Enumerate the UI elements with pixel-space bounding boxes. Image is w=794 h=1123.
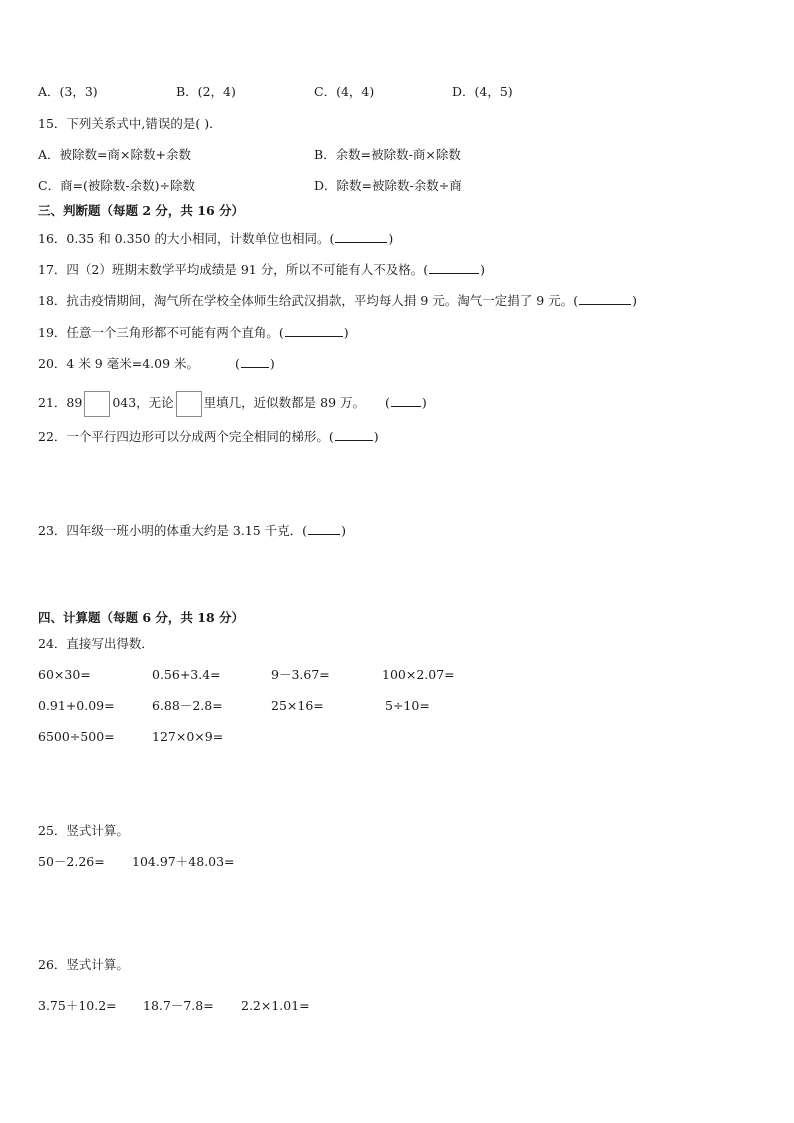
q21-part2: 043，无论 [112, 395, 174, 410]
q18-close: ) [632, 293, 637, 308]
q24-item: 127×0×9= [152, 729, 224, 744]
q24-item: 60×30= [38, 667, 91, 682]
q23-close: ) [341, 523, 346, 538]
q21-digit-box-2[interactable] [176, 391, 202, 417]
section3-title: 三、判断题（每题 2 分，共 16 分） [38, 203, 245, 218]
q22-answer-blank[interactable] [335, 428, 373, 441]
q24-item: 100×2.07= [382, 667, 455, 682]
q24-item: 9－3.67= [271, 667, 330, 682]
q14-option-d: D．(4，5) [452, 84, 513, 99]
q15-option-d: D．除数=被除数-余数÷商 [314, 178, 462, 193]
q19-close: ) [343, 325, 349, 340]
q21-close: ) [421, 395, 427, 410]
q25-item: 50－2.26= [38, 854, 105, 869]
q26-item: 3.75＋10.2= [38, 998, 117, 1013]
q18-text: 18．抗击疫情期间，淘气所在学校全体师生给武汉捐款，平均每人捐 9 元。淘气一定捐了 9 元。( [38, 293, 579, 308]
q21-part1: 21．89 [38, 395, 83, 410]
q17-answer-blank[interactable] [429, 261, 479, 274]
q17 [38, 261, 485, 278]
q21-answer-blank[interactable] [391, 394, 421, 407]
q24-item: 5÷10= [385, 698, 430, 713]
q20-answer-blank[interactable] [241, 355, 269, 368]
q20-text: 20．4 米 9 毫米=4.09 米。 [38, 356, 200, 371]
section4-title: 四、计算题（每题 6 分，共 18 分） [38, 610, 245, 625]
q14-option-a: A．(3，3) [38, 84, 98, 99]
q22-close: ) [373, 429, 379, 444]
q21-part3: 里填几，近似数都是 89 万。 [203, 395, 366, 410]
q23 [38, 522, 346, 539]
q16-close: ) [388, 231, 394, 246]
q16-answer-blank[interactable] [335, 230, 387, 243]
q23-text: 23．四年级一班小明的体重大约是 3.15 千克．( [38, 523, 308, 538]
q21-digit-box-1[interactable] [84, 391, 110, 417]
q15-stem: 15．下列关系式中,错误的是( )． [38, 116, 222, 131]
q24-item: 25×16= [271, 698, 324, 713]
q20-close: ) [269, 356, 275, 371]
q24-item: 0.91+0.09= [38, 698, 115, 713]
q26-stem: 26．竖式计算。 [38, 957, 129, 972]
q19-text: 19．任意一个三角形都不可能有两个直角。( [38, 325, 284, 340]
q14-option-c: C．(4，4) [314, 84, 375, 99]
q23-answer-blank[interactable] [308, 522, 340, 535]
q21-open: ( [385, 395, 390, 410]
q26-item: 2.2×1.01= [241, 998, 310, 1013]
q17-text: 17．四（2）班期末数学平均成绩是 91 分，所以不可能有人不及格。( [38, 262, 429, 277]
q25-stem: 25．竖式计算。 [38, 823, 129, 838]
q16 [38, 230, 393, 247]
q20-open: ( [235, 356, 240, 371]
q22-text: 22．一个平行四边形可以分成两个完全相同的梯形。( [38, 429, 334, 444]
q18-answer-blank[interactable] [579, 292, 631, 305]
q24-item: 6500÷500= [38, 729, 115, 744]
q24-item: 6.88－2.8= [152, 698, 223, 713]
q15-option-b: B．余数=被除数-商×除数 [314, 147, 461, 162]
q19-answer-blank[interactable] [285, 324, 343, 337]
q15-option-a: A．被除数=商×除数+余数 [38, 147, 191, 162]
q18 [38, 292, 637, 309]
q15-option-c: C．商=(被除数-余数)÷除数 [38, 178, 195, 193]
q20 [38, 355, 275, 372]
q22 [38, 428, 379, 445]
q21 [38, 390, 427, 417]
q24-stem: 24．直接写出得数． [38, 636, 154, 651]
q24-item: 0.56+3.4= [152, 667, 221, 682]
q14-option-b: B．(2，4) [176, 84, 236, 99]
q17-close: ) [480, 262, 485, 277]
q16-text: 16．0.35 和 0.350 的大小相同，计数单位也相同。( [38, 231, 335, 246]
q19 [38, 324, 349, 341]
q25-item: 104.97＋48.03= [132, 854, 235, 869]
q26-item: 18.7－7.8= [143, 998, 214, 1013]
